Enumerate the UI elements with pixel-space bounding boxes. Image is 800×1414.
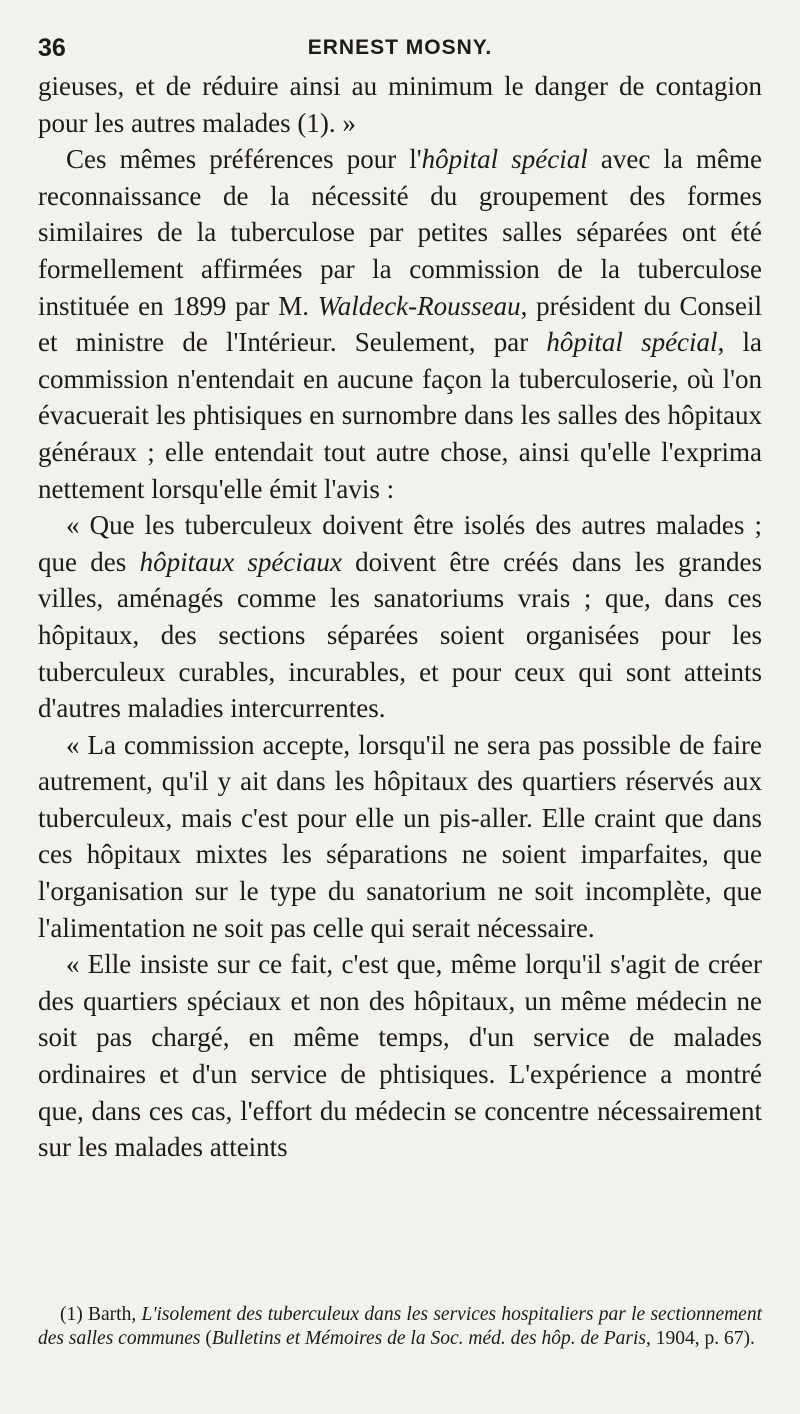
text-run: Ces mêmes préférences pour l'	[66, 144, 422, 175]
text-run: « La commission accepte, lorsqu'il ne sera pas possible de faire autrement, qu'il y ait dans les hôpitaux des quartiers réservés aux tuberculeux, mais c'est pour elle un pis-aller. Elle craint que dans ces hôpitaux mixtes les séparations ne soient imparfaites, que l'organisation sur le type du sanatorium ne soit incomplète, que l'alimentation ne soit pas celle qui serait nécessaire.	[38, 729, 762, 943]
text-run: « Que les tuberculeux doivent être isolés des autres malades ; que des	[38, 510, 762, 577]
running-head: ERNEST MOSNY.	[307, 36, 493, 59]
text-run: (	[200, 1328, 212, 1349]
page-number: 36	[38, 34, 66, 62]
body-text	[38, 68, 762, 1166]
text-run: , 1904, p. 67).	[646, 1328, 755, 1349]
text-run: (1) Barth,	[60, 1304, 142, 1325]
text-run: , la commission n'entendait en aucune façon la tuberculoserie, où l'on évacuerait les phtisiques en surnombre dans les salles des hôpitaux généraux ; elle entendait tout autre chose, ainsi qu'elle l'exprima nettement lorsqu'elle émit l'avis :	[38, 327, 762, 504]
paragraph-quote	[38, 727, 762, 947]
paragraph-quote	[38, 946, 762, 1166]
italic-text: Waldeck-Rousseau	[317, 290, 521, 321]
footnotes	[38, 1303, 762, 1351]
text-run: « Elle insiste sur ce fait, c'est que, même lorqu'il s'agit de créer des quartiers spéciaux et non des hôpitaux, un même médecin ne soit pas chargé, en même temps, d'un service de malades ordinaires et d'un service de phtisiques. L'expérience a montré que, dans ces cas, l'effort du médecin se concentre nécessairement sur les malades atteints	[38, 949, 762, 1163]
text-run: avec la même reconnaissance de la nécessité du groupement des formes similaires de la tuberculose par petites salles séparées ont été formellement affirmées par la commission de la tuberculose instituée en 1899 par M.	[38, 144, 762, 321]
text-run: gieuses, et de réduire ainsi au minimum le danger de contagion pour les autres malades (1). »	[38, 71, 762, 138]
italic-text: hôpitaux spéciaux	[139, 546, 342, 577]
footnote	[38, 1303, 762, 1351]
paragraph	[38, 141, 762, 507]
page-header	[38, 28, 762, 68]
text-run: , président du Conseil et ministre de l'Intérieur. Seulement, par	[38, 290, 762, 358]
text-run: doivent être créés dans les grandes villes, aménagés comme les sanatoriums vrais ; que, dans ces hôpitaux, des sections séparées soient organisées pour les tuberculeux curables, incurables, et pour ceux qui sont atteints d'autres maladies intercurrentes.	[38, 546, 762, 724]
paragraph-quote	[38, 507, 762, 727]
italic-text: hôpital spécial	[421, 144, 588, 175]
paragraph-continuation	[38, 68, 762, 141]
italic-text: hôpital spécial	[546, 327, 718, 358]
italic-text: L'isolement des tuberculeux dans les services hospitaliers par le sectionnement des salles communes	[38, 1304, 762, 1349]
italic-text: Bulletins et Mémoires de la Soc. méd. des hôp. de Paris	[211, 1328, 647, 1349]
